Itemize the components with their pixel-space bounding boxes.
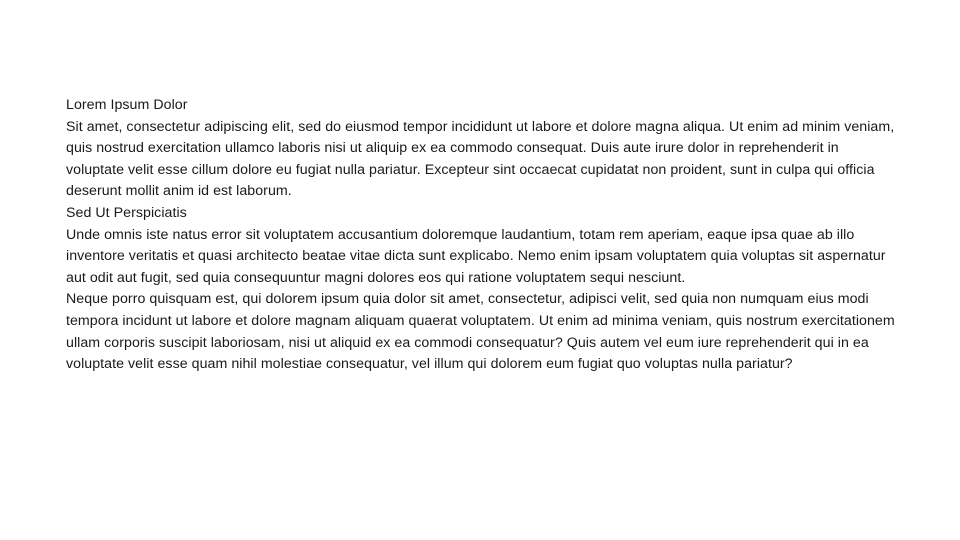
body-paragraph-1: Sit amet, consectetur adipiscing elit, sed do eiusmod tempor incididunt ut labore et dolore magna aliqua. Ut enim ad minim veniam, quis nostrud exercitation ullamco laboris nisi ut aliquip ex ea commodo consequat. Duis aute irure dolor in reprehenderit in voluptate velit esse cillum dolore eu fugiat nulla pariatur. Excepteur sint occaecat cupidatat non proident, sunt in culpa qui officia deserunt mollit anim id est laborum.	[66, 118, 895, 200]
section-heading-lorem-ipsum: Lorem Ipsum Dolor	[66, 97, 188, 113]
body-paragraph-3: Neque porro quisquam est, qui dolorem ipsum quia dolor sit amet, consectetur, adipisci velit, sed quia non numquam eius modi tempora incidunt ut labore et dolore magnam aliquam quaerat voluptatem. Ut enim ad minima veniam, quis nostrum exercitationem ullam corporis suscipit laboriosam, nisi ut aliquid ex ea commodi consequatur? Quis autem vel eum iure reprehenderit qui in ea voluptate velit esse quam nihil molestiae consequatur, vel illum qui dolorem eum fugiat quo voluptas nulla pariatur?	[66, 291, 895, 373]
body-paragraph-2: Unde omnis iste natus error sit voluptatem accusantium doloremque laudantium, totam rem aperiam, eaque ipsa quae ab illo inventore veritatis et quasi architecto beatae vitae dicta sunt explicabo. Nemo enim ipsam voluptatem quia voluptas sit aspernatur aut odit aut fugit, sed quia consequuntur magni dolores eos qui ratione voluptatem sequi nesciunt.	[66, 226, 886, 286]
text-body	[66, 95, 896, 376]
section-heading-sed-ut: Sed Ut Perspiciatis	[66, 204, 187, 221]
